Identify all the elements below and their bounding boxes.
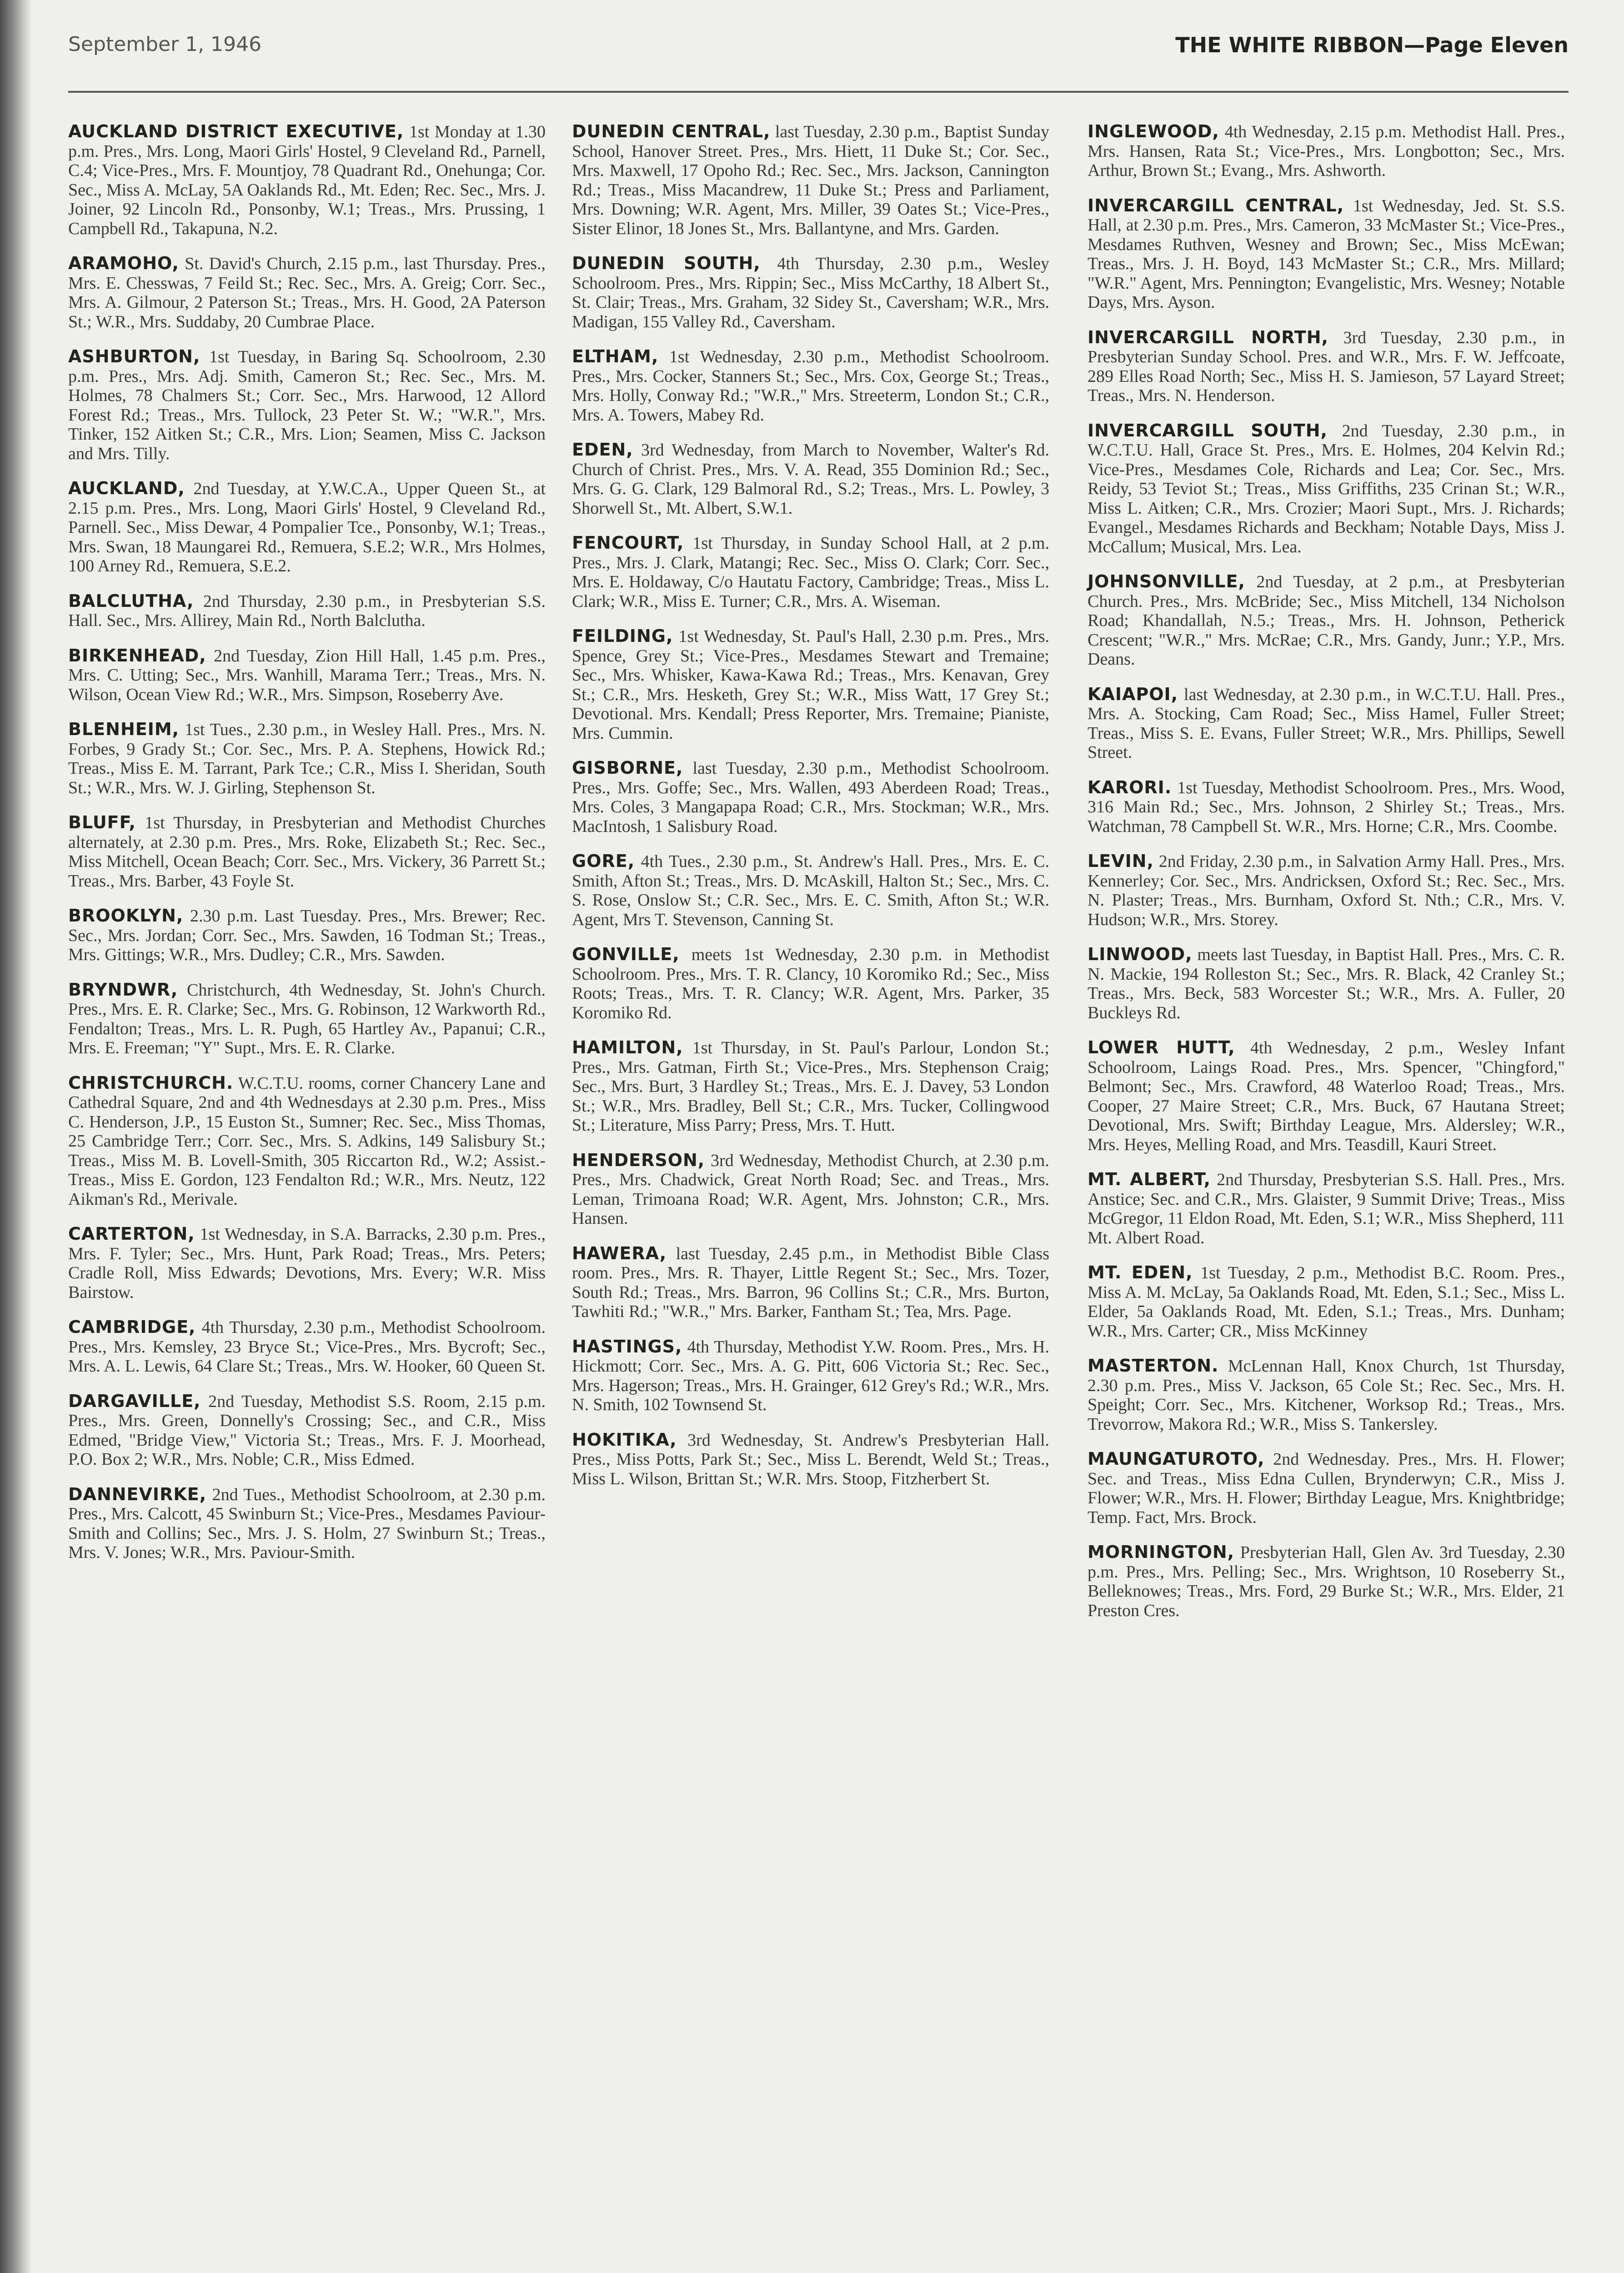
branch-name: GORE, xyxy=(572,851,635,871)
branch-details: meets 1st Wednesday, 2.30 p.m. in Methodist Schoolroom. Pres., Mrs. T. R. Clancy, 10 Koromiko Rd.; Sec., Miss Roots; Treas., Mrs. T. R. Clancy; W.R. Agent, Mrs. Parker, 35 Koromiko Rd. xyxy=(572,945,1049,1022)
column-2 xyxy=(572,122,1049,1504)
branch-name: HOKITIKA, xyxy=(572,1429,677,1450)
branch-details: 3rd Wednesday, from March to November, Walter's Rd. Church of Christ. Pres., Mrs. V. A. Read, 355 Dominion Rd.; Sec., Mrs. G. G. Clark, 129 Balmoral Rd., S.2; Treas., Mrs. L. Powley, 3 Shorwell St., Mt. Albert, S.W.1. xyxy=(572,441,1049,518)
branch-name: INVERCARGILL SOUTH, xyxy=(1088,420,1328,441)
branch-name: HASTINGS, xyxy=(572,1336,682,1357)
branch-details: last Tuesday, 2.30 p.m., Methodist Schoolroom. Pres., Mrs. Goffe; Sec., Mrs. Wallen, 493 Aberdeen Road; Treas., Mrs. Coles, 3 Mangapapa Road; C.R., Mrs. Stockman; W.R., Mrs. MacIntosh, 1 Salisbury Road. xyxy=(572,759,1049,836)
branch-details: meets last Tuesday, in Baptist Hall. Pres., Mrs. C. R. N. Mackie, 194 Rolleston St.; Sec., Mrs. R. Black, 42 Cranley St.; Treas., Mrs. Beck, 583 Worcester St.; W.R., Mrs. A. Fuller, 20 Buckleys Rd. xyxy=(1088,945,1565,1022)
branch-name: ASHBURTON, xyxy=(68,346,200,366)
branch-entry xyxy=(572,440,1049,518)
branch-details: 3rd Tuesday, 2.30 p.m., in Presbyterian Sunday School. Pres. and W.R., Mrs. F. W. Jeffcoate, 289 Elles Road North; Sec., Miss H. S. Jamieson, 57 Layard Street; Treas., Mrs. N. Henderson. xyxy=(1088,328,1565,405)
branch-name: FEILDING, xyxy=(572,626,673,646)
branch-entry xyxy=(68,720,546,797)
branch-details: last Tuesday, 2.45 p.m., in Methodist Bible Class room. Pres., Mrs. R. Thayer, Little Regent St.; Sec., Mrs. Tozer, South Rd.; Treas., Mrs. Barron, 96 Collins St.; C.R., Mrs. Burton, Tawhiti Rd.; "W.R.," Mrs. Barker, Fantham St.; Tea, Mrs. Page. xyxy=(572,1244,1049,1321)
branch-name: CHRISTCHURCH. xyxy=(68,1072,234,1093)
issue-date: September 1, 1946 xyxy=(68,33,262,56)
branch-name: INVERCARGILL CENTRAL, xyxy=(1088,195,1344,215)
branch-entry xyxy=(68,254,546,331)
branch-details: 1st Wednesday, St. Paul's Hall, 2.30 p.m. Pres., Mrs. Spence, Grey St.; Vice-Pres., Mesdames Stewart and Tremaine; Sec., Mrs. Whisker, Kawa-Kawa Rd.; Treas., Mrs. Kenavan, Grey St.; C.R., Mrs. Hesketh, Grey St.; W.R., Miss Watt, 17 Grey St.; Devotional. Mrs. Kendall; Press Reporter, Mrs. Tremaine; Pianiste, Mrs. Cummin. xyxy=(572,627,1050,743)
branch-details: 1st Monday at 1.30 p.m. Pres., Mrs. Long, Maori Girls' Hostel, 9 Cleveland Rd., Parnell, C.4; Vice-Pres., Mrs. F. Mountjoy, 78 Quadrant Rd., Onehunga; Cor. Sec., Miss A. McLay, 5A Oaklands Rd., Mt. Eden; Rec. Sec., Mrs. J. Joiner, 92 Lincoln Rd., Ponsonby, W.1; Treas., Mrs. Prussing, 1 Campbell Rd., Takapuna, N.2. xyxy=(68,122,546,238)
branch-entry xyxy=(68,980,546,1058)
branch-name: GONVILLE, xyxy=(572,944,680,964)
branch-details: Christchurch, 4th Wednesday, St. John's Church. Pres., Mrs. E. R. Clarke; Sec., Mrs. G. Robinson, 12 Warkworth Rd., Fendalton; Treas., Mrs. L. R. Pugh, 65 Hartley Av., Papanui; C.R., Mrs. E. Freeman; "Y" Supt., Mrs. E. R. Clarke. xyxy=(68,980,546,1057)
branch-name: FENCOURT, xyxy=(572,533,684,553)
branch-name: BALCLUTHA, xyxy=(68,591,194,611)
branch-details: 4th Thursday, Methodist Y.W. Room. Pres., Mrs. H. Hickmott; Corr. Sec., Mrs. A. G. Pitt, 606 Victoria St.; Rec. Sec., Mrs. Hagerson; Treas., Mrs. H. Grainger, 612 Grey's Rd.; W.R., Mrs. N. Smith, 102 Townsend St. xyxy=(572,1337,1049,1414)
page-spine-shadow xyxy=(0,0,32,2273)
branch-details: 1st Wednesday, in S.A. Barracks, 2.30 p.m. Pres., Mrs. F. Tyler; Sec., Mrs. Hunt, Park Road; Treas., Mrs. Peters; Cradle Roll, Miss Edwards; Devotions, Mrs. Every; W.R. Miss Bairstow. xyxy=(68,1225,546,1302)
branch-name: KAIAPOI, xyxy=(1088,684,1178,704)
branch-details: 1st Wednesday, Jed. St. S.S. Hall, at 2.30 p.m. Pres., Mrs. Cameron, 33 McMaster St.; Vice-Pres., Mesdames Ruthven, Wesney and Brown; Sec., Miss McEwan; Treas., Mrs. J. H. Boyd, 143 McMaster St.; C.R., Mrs. Millard; "W.R." Agent, Mrs. Pennington; Evangelistic, Mrs. Wesney; Notable Days, Mrs. Ayson. xyxy=(1088,196,1565,312)
branch-entry xyxy=(572,945,1049,1022)
branch-details: 2.30 p.m. Last Tuesday. Pres., Mrs. Brewer; Rec. Sec., Mrs. Jordan; Corr. Sec., Mrs. Sawden, 16 Todman St.; Treas., Mrs. Gittings; W.R., Mrs. Dudley; C.R., Mrs. Sawden. xyxy=(68,906,546,964)
branch-details: 1st Tuesday, 2 p.m., Methodist B.C. Room. Pres., Miss A. M. McLay, 5a Oaklands Road, Mt. Eden, S.1.; Sec., Miss L. Elder, 5a Oaklands Road, Mt. Eden, S.1.; Treas., Mrs. Dunham; W.R., Mrs. Carter; CR., Miss McKinney xyxy=(1088,1263,1565,1341)
branch-name: LOWER HUTT, xyxy=(1088,1037,1235,1057)
branch-details: 4th Wednesday, 2.15 p.m. Methodist Hall. Pres., Mrs. Hansen, Rata St.; Vice-Pres., Mrs. Longbotton; Sec., Mrs. Arthur, Brown St.; Evang., Mrs. Ashworth. xyxy=(1088,122,1565,180)
branch-details: 1st Tuesday, in Baring Sq. Schoolroom, 2.30 p.m. Pres., Mrs. Adj. Smith, Cameron St.; Rec. Sec., Mrs. M. Holmes, 78 Chalmers St.; Corr. Sec., Mrs. Harwood, 12 Allord Forest Rd.; Treas., Mrs. Tullock, 23 Peter St. W.; "W.R.", Mrs. Tinker, 152 Aitken St.; C.R., Mrs. Lion; Seamen, Miss C. Jackson and Mrs. Tilly. xyxy=(68,347,546,463)
branch-entry xyxy=(572,851,1049,929)
branch-details: St. David's Church, 2.15 p.m., last Thursday. Pres., Mrs. E. Chesswas, 7 Feild St.; Rec. Sec., Mrs. A. Greig; Corr. Sec., Mrs. A. Gilmour, 2 Paterson St.; Treas., Mrs. H. Good, 2A Paterson St.; W.R., Mrs. Suddaby, 20 Cumbrae Place. xyxy=(68,254,546,331)
branch-entry xyxy=(68,479,546,576)
branch-details: 4th Tues., 2.30 p.m., St. Andrew's Hall. Pres., Mrs. E. C. Smith, Afton St.; Treas., Mrs. D. McAskill, Halton St.; Sec., Mrs. C. S. Rose, Onslow St.; C.R. Sec., Mrs. E. C. Smith, Afton St.; W.R. Agent, Mrs T. Stevenson, Canning St. xyxy=(572,852,1050,929)
branch-entry xyxy=(68,1073,546,1209)
branch-name: DARGAVILLE, xyxy=(68,1391,201,1411)
branch-entry xyxy=(68,1224,546,1302)
branch-name: HAMILTON, xyxy=(572,1037,683,1057)
branch-name: AUCKLAND, xyxy=(68,478,185,498)
branch-details: 4th Wednesday, 2 p.m., Wesley Infant Schoolroom, Laings Road. Pres., Mrs. Spencer, "Chingford," Belmont; Sec., Mrs. Crawford, 48 Waterloo Road; Treas., Mrs. Cooper, 27 Maire Street; C.R., Mrs. Buck, 67 Hautana Street; Devotional, Mrs. Swift; Birthday League, Mrs. Aldersley; W.R., Mrs. Heyes, Melling Road, and Mrs. Teasdill, Kauri Street. xyxy=(1088,1038,1565,1154)
branch-entry xyxy=(572,1244,1049,1322)
branch-details: last Tuesday, 2.30 p.m., Baptist Sunday School, Hanover Street. Pres., Mrs. Hiett, 11 Duke St.; Cor. Sec., Mrs. Maxwell, 17 Opoho Rd.; Rec. Sec., Mrs. Jackson, Cannington Rd.; Treas., Miss Macandrew, 11 Duke St.; Press and Parliament, Mrs. Downing; W.R. Agent, Mrs. Miller, 39 Oates St.; Vice-Pres., Sister Elinor, 18 Jones St., Mrs. Ballantyne, and Mrs. Garden. xyxy=(572,122,1050,238)
branch-details: 1st Thursday, in St. Paul's Parlour, London St.; Pres., Mrs. Gatman, Firth St.; Vice-Pres., Mrs. Stephenson Craig; Sec., Mrs. Burt, 3 Hardley St.; Treas., Mrs. E. J. Davey, 53 London St.; W.R., Mrs. Bradley, Bell St.; C.R., Mrs. Tucker, Collingwood St.; Literature, Miss Parry; Press, Mrs. T. Hutt. xyxy=(572,1038,1049,1135)
branch-entry xyxy=(68,591,546,631)
branch-name: MAUNGATUROTO, xyxy=(1088,1449,1265,1469)
branch-entry xyxy=(1088,1263,1565,1341)
branch-details: W.C.T.U. rooms, corner Chancery Lane and Cathedral Square, 2nd and 4th Wednesdays at 2.30 p.m. Pres., Miss C. Henderson, J.P., 15 Euston St., Sumner; Rec. Sec., Miss Thomas, 25 Cambridge Terr.; Corr. Sec., Mrs. S. Adkins, 149 Salisbury St.; Treas., Miss M. B. Lovell-Smith, 305 Riccarton Rd., W.2; Assist.-Treas., Miss E. Gordon, 123 Fendalton Rd.; W.R., Mrs. Neutz, 122 Aikman's Rd., Merivale. xyxy=(68,1073,546,1209)
branch-entry xyxy=(1088,572,1565,669)
branch-entry xyxy=(68,813,546,891)
branch-entry xyxy=(68,122,546,238)
branch-entry xyxy=(1088,1356,1565,1434)
column-1 xyxy=(68,122,546,1578)
branch-entry xyxy=(1088,1038,1565,1154)
publication-title: THE WHITE RIBBON—Page Eleven xyxy=(1175,33,1569,57)
branch-name: JOHNSONVILLE, xyxy=(1088,571,1245,591)
branch-name: GISBORNE, xyxy=(572,758,683,778)
branch-details: 3rd Wednesday, Methodist Church, at 2.30 p.m. Pres., Mrs. Chadwick, Great North Road; Sec. and Treas., Mrs. Leman, Trimoana Road; W.R. Agent, Mrs. Johnston; C.R., Mrs. Hansen. xyxy=(572,1151,1049,1228)
branch-details: 2nd Thursday, Presbyterian S.S. Hall. Pres., Mrs. Anstice; Sec. and C.R., Mrs. Glaister, 9 Summit Drive; Treas., Miss McGregor, 11 Eldon Road, Mt. Eden, S.1; W.R., Miss Shepherd, 111 Mt. Albert Road. xyxy=(1088,1170,1565,1247)
branch-details: 2nd Tuesday, Methodist S.S. Room, 2.15 p.m. Pres., Mrs. Green, Donnelly's Crossing; Sec., and C.R., Miss Edmed, "Bridge View," Victoria St.; Treas., Mrs. F. J. Moorhead, P.O. Box 2; W.R., Mrs. Noble; C.R., Miss Edmed. xyxy=(68,1392,546,1469)
branch-details: 1st Tuesday, Methodist Schoolroom. Pres., Mrs. Wood, 316 Main Rd.; Sec., Mrs. Johnson, 2 Shirley St.; Treas., Mrs. Watchman, 78 Campbell St. W.R., Mrs. Horne; C.R., Mrs. Coombe. xyxy=(1088,778,1565,836)
branch-name: CAMBRIDGE, xyxy=(68,1317,196,1337)
branch-name: BLENHEIM, xyxy=(68,719,180,739)
branch-entry xyxy=(1088,1449,1565,1527)
branch-name: MASTERTON. xyxy=(1088,1356,1219,1376)
branch-details: 1st Tues., 2.30 p.m., in Wesley Hall. Pres., Mrs. N. Forbes, 9 Grady St.; Cor. Sec., Mrs. P. A. Stephens, Howick Rd.; Treas., Miss E. M. Tarrant, Park Tce.; C.R., Miss I. Sheridan, South St.; W.R., Mrs. W. J. Girling, Stephenson St. xyxy=(68,720,546,797)
branch-entry xyxy=(572,1337,1049,1415)
branch-entry xyxy=(572,533,1049,611)
branch-details: McLennan Hall, Knox Church, 1st Thursday, 2.30 p.m. Pres., Miss V. Jackson, 65 Cole St.; Rec. Sec., Mrs. H. Speight; Corr. Sec., Mrs. Kitchener, Worksop Rd.; Treas., Mrs. Trevorrow, Makora Rd.; W.R., Miss S. Tankersley. xyxy=(1088,1357,1565,1434)
branch-name: CARTERTON, xyxy=(68,1224,195,1244)
branch-details: Presbyterian Hall, Glen Av. 3rd Tuesday, 2.30 p.m. Pres., Mrs. Pelling; Sec., Mrs. Wrightson, 10 Roseberry St., Belleknowes; Treas., Mrs. Ford, 29 Burke St.; W.R., Mrs. Elder, 21 Preston Cres. xyxy=(1088,1543,1565,1620)
branch-entry xyxy=(572,626,1049,743)
branch-entry xyxy=(572,758,1049,836)
branch-entry xyxy=(68,1317,546,1376)
branch-name: ELTHAM, xyxy=(572,346,659,366)
branch-name: LINWOOD, xyxy=(1088,944,1193,964)
branch-entry xyxy=(68,347,546,463)
branch-name: ARAMOHO, xyxy=(68,253,179,273)
branch-name: BLUFF, xyxy=(68,812,136,832)
branch-details: 2nd Tuesday, at Y.W.C.A., Upper Queen St., at 2.15 p.m. Pres., Mrs. Long, Maori Girls' Hostel, 9 Cleveland Rd., Parnell. Sec., Miss Dewar, 4 Pompalier Tce., Ponsonby, W.1; Treas., Mrs. Swan, 18 Maungarei Rd., Remuera, S.E.2; W.R., Mrs Holmes, 100 Arney Rd., Remuera, S.E.2. xyxy=(68,479,546,576)
branch-details: 4th Thursday, 2.30 p.m., Methodist Schoolroom. Pres., Mrs. Kemsley, 23 Bryce St.; Vice-Pres., Mrs. Bycroft; Sec., Mrs. A. L. Lewis, 64 Clare St.; Treas., Mrs. W. Hooker, 60 Queen St. xyxy=(68,1318,546,1376)
branch-name: DUNEDIN SOUTH, xyxy=(572,253,761,273)
branch-name: INVERCARGILL NORTH, xyxy=(1088,327,1328,347)
branch-name: BROOKLYN, xyxy=(68,906,184,926)
branch-name: BIRKENHEAD, xyxy=(68,645,206,666)
branch-name: HAWERA, xyxy=(572,1243,667,1263)
branch-details: 3rd Wednesday, St. Andrew's Presbyterian Hall. Pres., Miss Potts, Park St.; Sec., Miss L. Berendt, Weld St.; Treas., Miss L. Wilson, Brittan St.; W.R. Mrs. Stoop, Fitzherbert St. xyxy=(572,1430,1049,1488)
branch-name: BRYNDWR, xyxy=(68,979,178,1000)
branch-details: 2nd Tuesday, at 2 p.m., at Presbyterian Church. Pres., Mrs. McBride; Sec., Miss Mitchell, 134 Nicholson Road; Khandallah, N.5.; Treas., Mrs. H. Johnson, Petherick Crescent; "W.R.," Mrs. McRae; C.R., Mrs. Gandy, Junr.; Y.P., Mrs. Deans. xyxy=(1088,572,1565,669)
branch-name: KARORI. xyxy=(1088,777,1172,797)
branch-entry xyxy=(572,1038,1049,1135)
branch-name: EDEN, xyxy=(572,440,633,460)
branch-entry xyxy=(572,1430,1049,1489)
branch-entry xyxy=(1088,685,1565,762)
branch-entry xyxy=(68,1392,546,1469)
branch-name: HENDERSON, xyxy=(572,1150,705,1170)
branch-details: 1st Thursday, in Presbyterian and Methodist Churches alternately, at 2.30 p.m. Pres., Mrs. Roke, Elizabeth St.; Rec. Sec., Miss Mitchell, Ocean Beach; Corr. Sec., Mrs. Vickery, 36 Parrett St.; Treas., Mrs. Barber, 43 Foyle St. xyxy=(68,813,546,891)
branch-name: LEVIN, xyxy=(1088,851,1154,871)
branch-details: 2nd Thursday, 2.30 p.m., in Presbyterian S.S. Hall. Sec., Mrs. Allirey, Main Rd., North Balclutha. xyxy=(68,591,546,630)
branch-name: MT. EDEN, xyxy=(1088,1262,1193,1282)
branch-name: AUCKLAND DISTRICT EXECUTIVE, xyxy=(68,121,404,141)
branch-entry xyxy=(1088,1542,1565,1620)
branch-details: 4th Thursday, 2.30 p.m., Wesley Schoolroom. Pres., Mrs. Rippin; Sec., Miss McCarthy, 18 Albert St., St. Clair; Treas., Mrs. Graham, 32 Sidey St., Caversham; W.R., Mrs. Madigan, 155 Valley Rd., Caversham. xyxy=(572,254,1049,331)
column-3 xyxy=(1088,122,1565,1636)
branch-entry xyxy=(68,906,546,965)
branch-details: 2nd Friday, 2.30 p.m., in Salvation Army Hall. Pres., Mrs. Kennerley; Cor. Sec., Mrs. Andricksen, Oxford St.; Rec. Sec., Mrs. N. Plaster; Treas., Mrs. Burnham, Oxford St. Nth.; C.R., Mrs. V. Hudson; W.R., Mrs. Storey. xyxy=(1088,852,1565,929)
branch-details: 2nd Tues., Methodist Schoolroom, at 2.30 p.m. Pres., Mrs. Calcott, 45 Swinburn St.; Vice-Pres., Mesdames Paviour-Smith and Collins; Sec., Mrs. J. S. Holm, 27 Swinburn St.; Treas., Mrs. V. Jones; W.R., Mrs. Paviour-Smith. xyxy=(68,1485,546,1562)
branch-entry xyxy=(1088,1170,1565,1247)
branch-entry xyxy=(572,1151,1049,1228)
branch-entry xyxy=(572,122,1049,238)
branch-entry xyxy=(572,254,1049,331)
branch-name: MORNINGTON, xyxy=(1088,1542,1235,1562)
branch-name: DANNEVIRKE, xyxy=(68,1484,207,1504)
branch-details: last Wednesday, at 2.30 p.m., in W.C.T.U. Hall. Pres., Mrs. A. Stocking, Cam Road; Sec., Miss Hamel, Fuller Street; Treas., Miss S. E. Evans, Fuller Street; W.R., Mrs. Phillips, Sewell Street. xyxy=(1088,685,1565,762)
branch-details: 2nd Tuesday, Zion Hill Hall, 1.45 p.m. Pres., Mrs. C. Utting; Sec., Mrs. Wanhill, Marama Terr.; Treas., Mrs. N. Wilson, Ocean View Rd.; W.R., Mrs. Simpson, Roseberry Ave. xyxy=(68,646,546,704)
branch-entry xyxy=(1088,778,1565,836)
branch-entry xyxy=(572,347,1049,425)
branch-name: INGLEWOOD, xyxy=(1088,121,1219,141)
branch-entry xyxy=(1088,328,1565,406)
page-header xyxy=(68,27,1569,68)
branch-entry xyxy=(1088,945,1565,1022)
branch-details: 1st Wednesday, 2.30 p.m., Methodist Schoolroom. Pres., Mrs. Cocker, Stanners St.; Sec., Mrs. Cox, George St.; Treas., Mrs. Holly, Conway Rd.; "W.R.," Mrs. Streeterm, London St.; C.R., Mrs. A. Towers, Mabey Rd. xyxy=(572,347,1050,425)
branch-details: 2nd Tuesday, 2.30 p.m., in W.C.T.U. Hall, Grace St. Pres., Mrs. E. Holmes, 204 Kelvin Rd.; Vice-Pres., Mesdames Cole, Richards and Lea; Cor. Sec., Mrs. Reidy, 53 Teviot St.; Treas., Miss Griffiths, 235 Crinan St.; W.R., Miss L. Aitken; C.R., Mrs. Crozier; Maori Supt., Mrs. J. Richards; Evangel., Mesdames Richards and Beckham; Notable Days, Miss J. McCallum; Musical, Mrs. Lea. xyxy=(1088,421,1565,556)
branch-name: DUNEDIN CENTRAL, xyxy=(572,121,771,141)
branch-name: MT. ALBERT, xyxy=(1088,1169,1211,1189)
branch-entry xyxy=(1088,122,1565,180)
branch-entry xyxy=(1088,196,1565,312)
branch-entry xyxy=(1088,851,1565,929)
branch-entry xyxy=(1088,421,1565,557)
branch-entry xyxy=(68,646,546,705)
header-rule xyxy=(68,91,1569,93)
branch-entry xyxy=(68,1485,546,1562)
branch-details: 1st Thursday, in Sunday School Hall, at 2 p.m. Pres., Mrs. J. Clark, Matangi; Rec. Sec., Miss O. Clark; Corr. Sec., Mrs. E. Holdaway, C/o Hautatu Factory, Cambridge; Treas., Miss L. Clark; W.R., Miss E. Turner; C.R., Mrs. A. Wiseman. xyxy=(572,534,1050,611)
branch-details: 2nd Wednesday. Pres., Mrs. H. Flower; Sec. and Treas., Miss Edna Cullen, Brynderwyn; C.R., Miss J. Flower; W.R., Mrs. H. Flower; Birthday League, Mrs. Knightbridge; Temp. Fact, Mrs. Brock. xyxy=(1088,1450,1565,1527)
